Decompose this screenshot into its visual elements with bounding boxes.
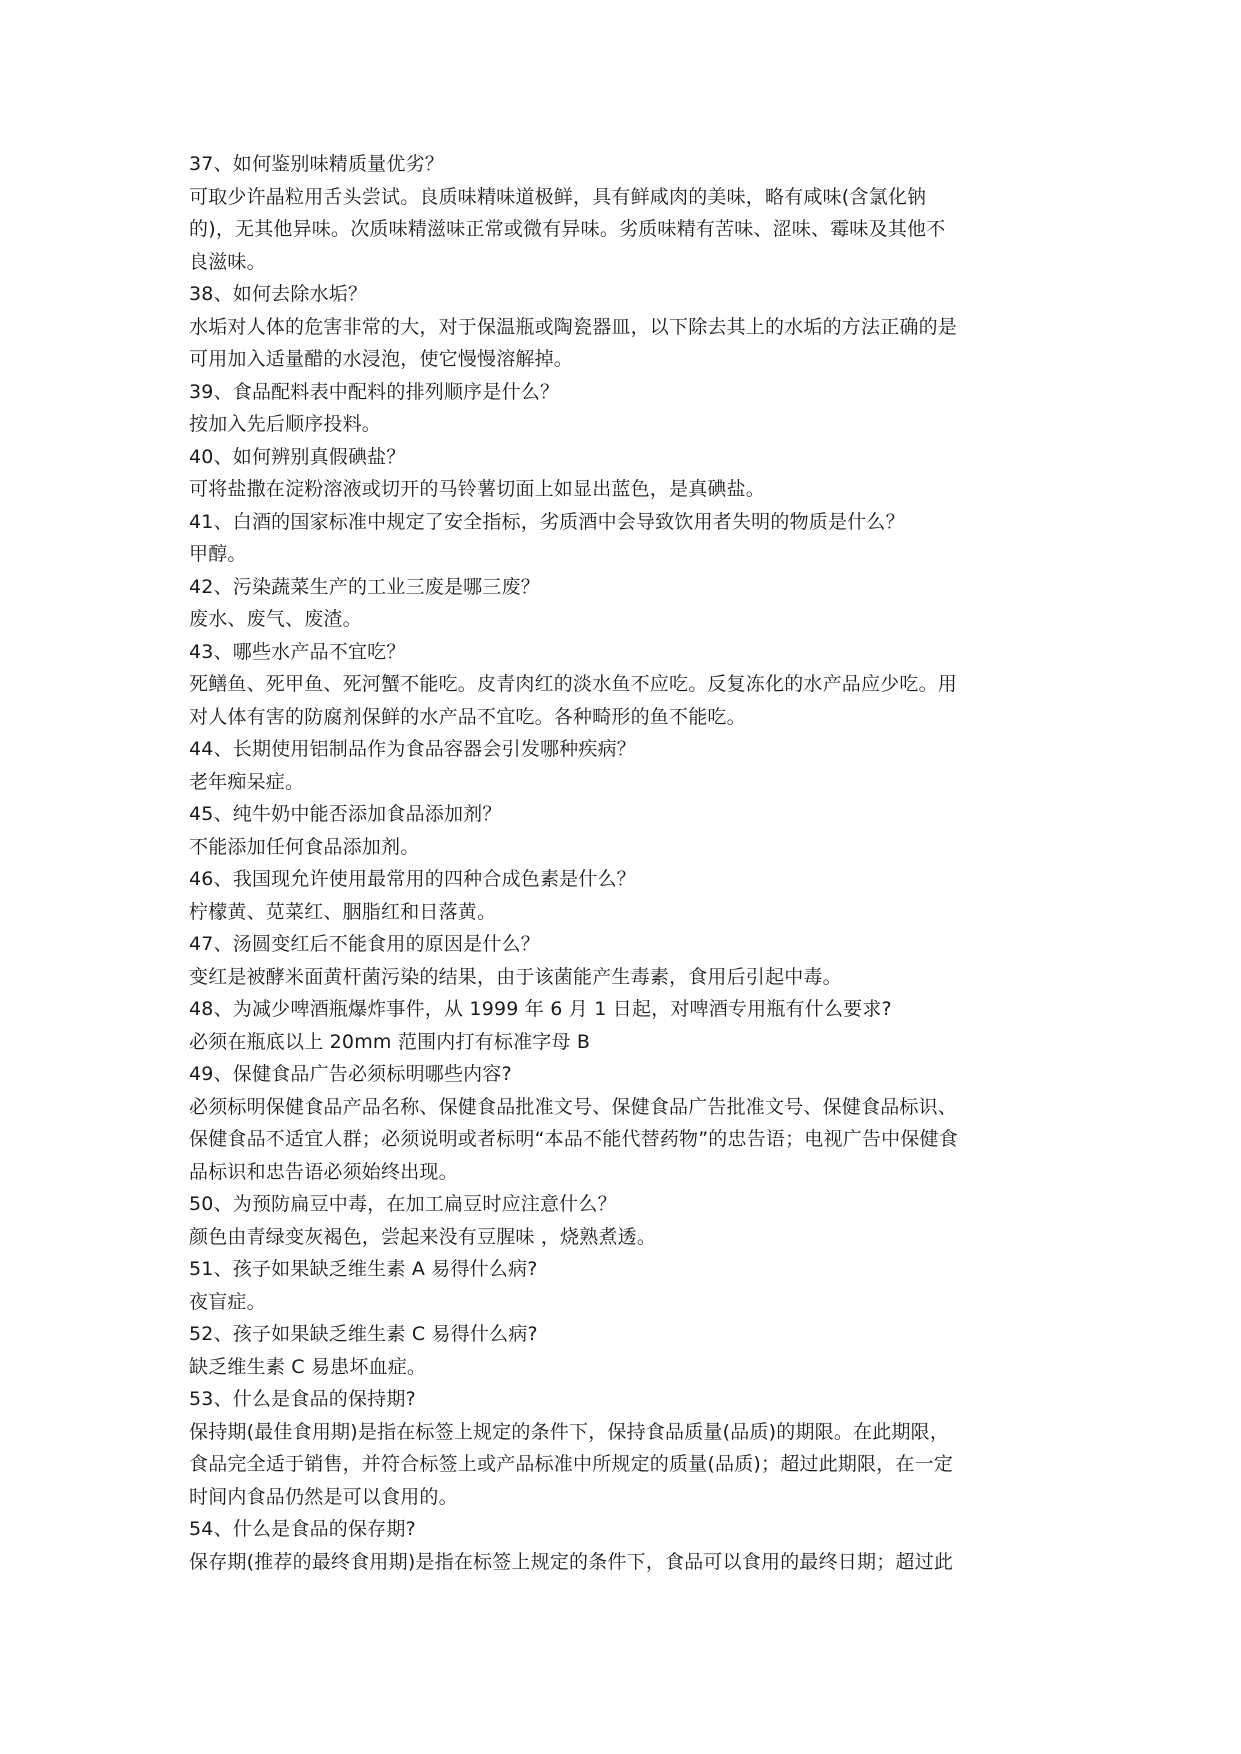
question-54: 54、什么是食品的保存期? [189, 1518, 416, 1540]
answer-46: 柠檬黄、苋菜红、胭脂红和日落黄。 [189, 900, 497, 923]
question-43: 43、哪些水产品不宜吃？ [189, 640, 406, 663]
answer-38-line-1: 水垢对人体的危害非常的大，对于保温瓶或陶瓷器皿，以下除去其上的水垢的方法正确的是 [189, 315, 958, 338]
answer-49-line-3: 品标识和忠告语必须始终出现。 [189, 1160, 458, 1183]
answer-42: 废水、废气、废渣。 [189, 608, 362, 630]
answer-53-line-1: 保持期(最佳食用期)是指在标签上规定的条件下，保持食品质量(品质)的期限。在此期限， [189, 1420, 950, 1443]
question-52: 52、孩子如果缺乏维生素 C 易得什么病? [189, 1323, 538, 1345]
question-45: 45、纯牛奶中能否添加食品添加剂？ [189, 803, 502, 825]
answer-37-line-2: 的)，无其他异味。次质味精滋味正常或微有异味。劣质味精有苦味、涩味、霉味及其他不 [189, 218, 946, 240]
answer-38-line-2: 可用加入适量醋的水浸泡，使它慢慢溶解掉。 [189, 348, 574, 370]
question-38: 38、如何去除水垢？ [189, 283, 368, 305]
answer-53-line-3: 时间内食品仍然是可以食用的。 [189, 1485, 458, 1508]
answer-48: 必须在瓶底以上 20mm 范围内打有标准字母 B [189, 1030, 591, 1053]
question-49: 49、保健食品广告必须标明哪些内容? [189, 1063, 512, 1085]
answer-37-line-3: 良滋味。 [189, 250, 266, 273]
question-41: 41、白酒的国家标准中规定了安全指标，劣质酒中会导致饮用者失明的物质是什么？ [189, 510, 905, 533]
answer-43-line-2: 对人体有害的防腐剂保鲜的水产品不宜吃。各种畸形的鱼不能吃。 [189, 705, 746, 728]
question-44: 44、长期使用铝制品作为食品容器会引发哪种疾病？ [189, 738, 636, 760]
answer-39: 按加入先后顺序投料。 [189, 413, 382, 435]
answer-44: 老年痴呆症。 [189, 770, 305, 793]
answer-37-line-1: 可取少许晶粒用舌头尝试。良质味精味道极鲜，具有鲜咸肉的美味，略有咸味(含氯化钠 [189, 185, 927, 208]
question-48: 48、为减少啤酒瓶爆炸事件，从 1999 年 6 月 1 日起，对啤酒专用瓶有什么要求? [189, 998, 892, 1020]
question-47: 47、汤圆变红后不能食用的原因是什么？ [189, 933, 540, 955]
answer-54-line-1: 保存期(推荐的最终食用期)是指在标签上规定的条件下，食品可以食用的最终日期；超过此 [189, 1550, 954, 1573]
question-50: 50、为预防扁豆中毒，在加工扁豆时应注意什么？ [189, 1193, 617, 1215]
question-53: 53、什么是食品的保持期? [189, 1388, 416, 1410]
answer-45: 不能添加任何食品添加剂。 [189, 835, 420, 858]
question-42: 42、污染蔬菜生产的工业三废是哪三废？ [189, 575, 540, 598]
answer-50: 颜色由青绿变灰褐色，尝起来没有豆腥味 ，烧熟煮透。 [189, 1225, 657, 1248]
answer-41: 甲醇。 [189, 543, 247, 565]
question-39: 39、食品配料表中配料的排列顺序是什么？ [189, 380, 560, 403]
answer-52: 缺乏维生素 C 易患坏血症。 [189, 1355, 427, 1378]
answer-51: 夜盲症。 [189, 1290, 266, 1313]
answer-40: 可将盐撒在淀粉溶液或切开的马铃薯切面上如显出蓝色，是真碘盐。 [189, 478, 766, 500]
question-46: 46、我国现允许使用最常用的四种合成色素是什么？ [189, 868, 636, 890]
answer-53-line-2: 食品完全适于销售，并符合标签上或产品标准中所规定的质量(品质)；超过此期限，在一定 [189, 1453, 954, 1475]
answer-43-line-1: 死鳝鱼、死甲鱼、死河蟹不能吃。皮青肉红的淡水鱼不应吃。反复冻化的水产品应少吃。用 [189, 673, 958, 695]
question-40: 40、如何辨别真假碘盐？ [189, 445, 406, 468]
answer-49-line-2: 保健食品不适宜人群；必须说明或者标明“本品不能代替药物”的忠告语；电视广告中保健食 [189, 1128, 958, 1150]
answer-47: 变红是被酵米面黄杆菌污染的结果，由于该菌能产生毒素，食用后引起中毒。 [189, 965, 842, 988]
question-37: 37、如何鉴别味精质量优劣？ [189, 153, 444, 175]
document-page [189, 148, 1061, 1578]
question-51: 51、孩子如果缺乏维生素 A 易得什么病? [189, 1258, 538, 1280]
answer-49-line-1: 必须标明保健食品产品名称、保健食品批准文号、保健食品广告批准文号、保健食品标识、 [189, 1095, 958, 1118]
